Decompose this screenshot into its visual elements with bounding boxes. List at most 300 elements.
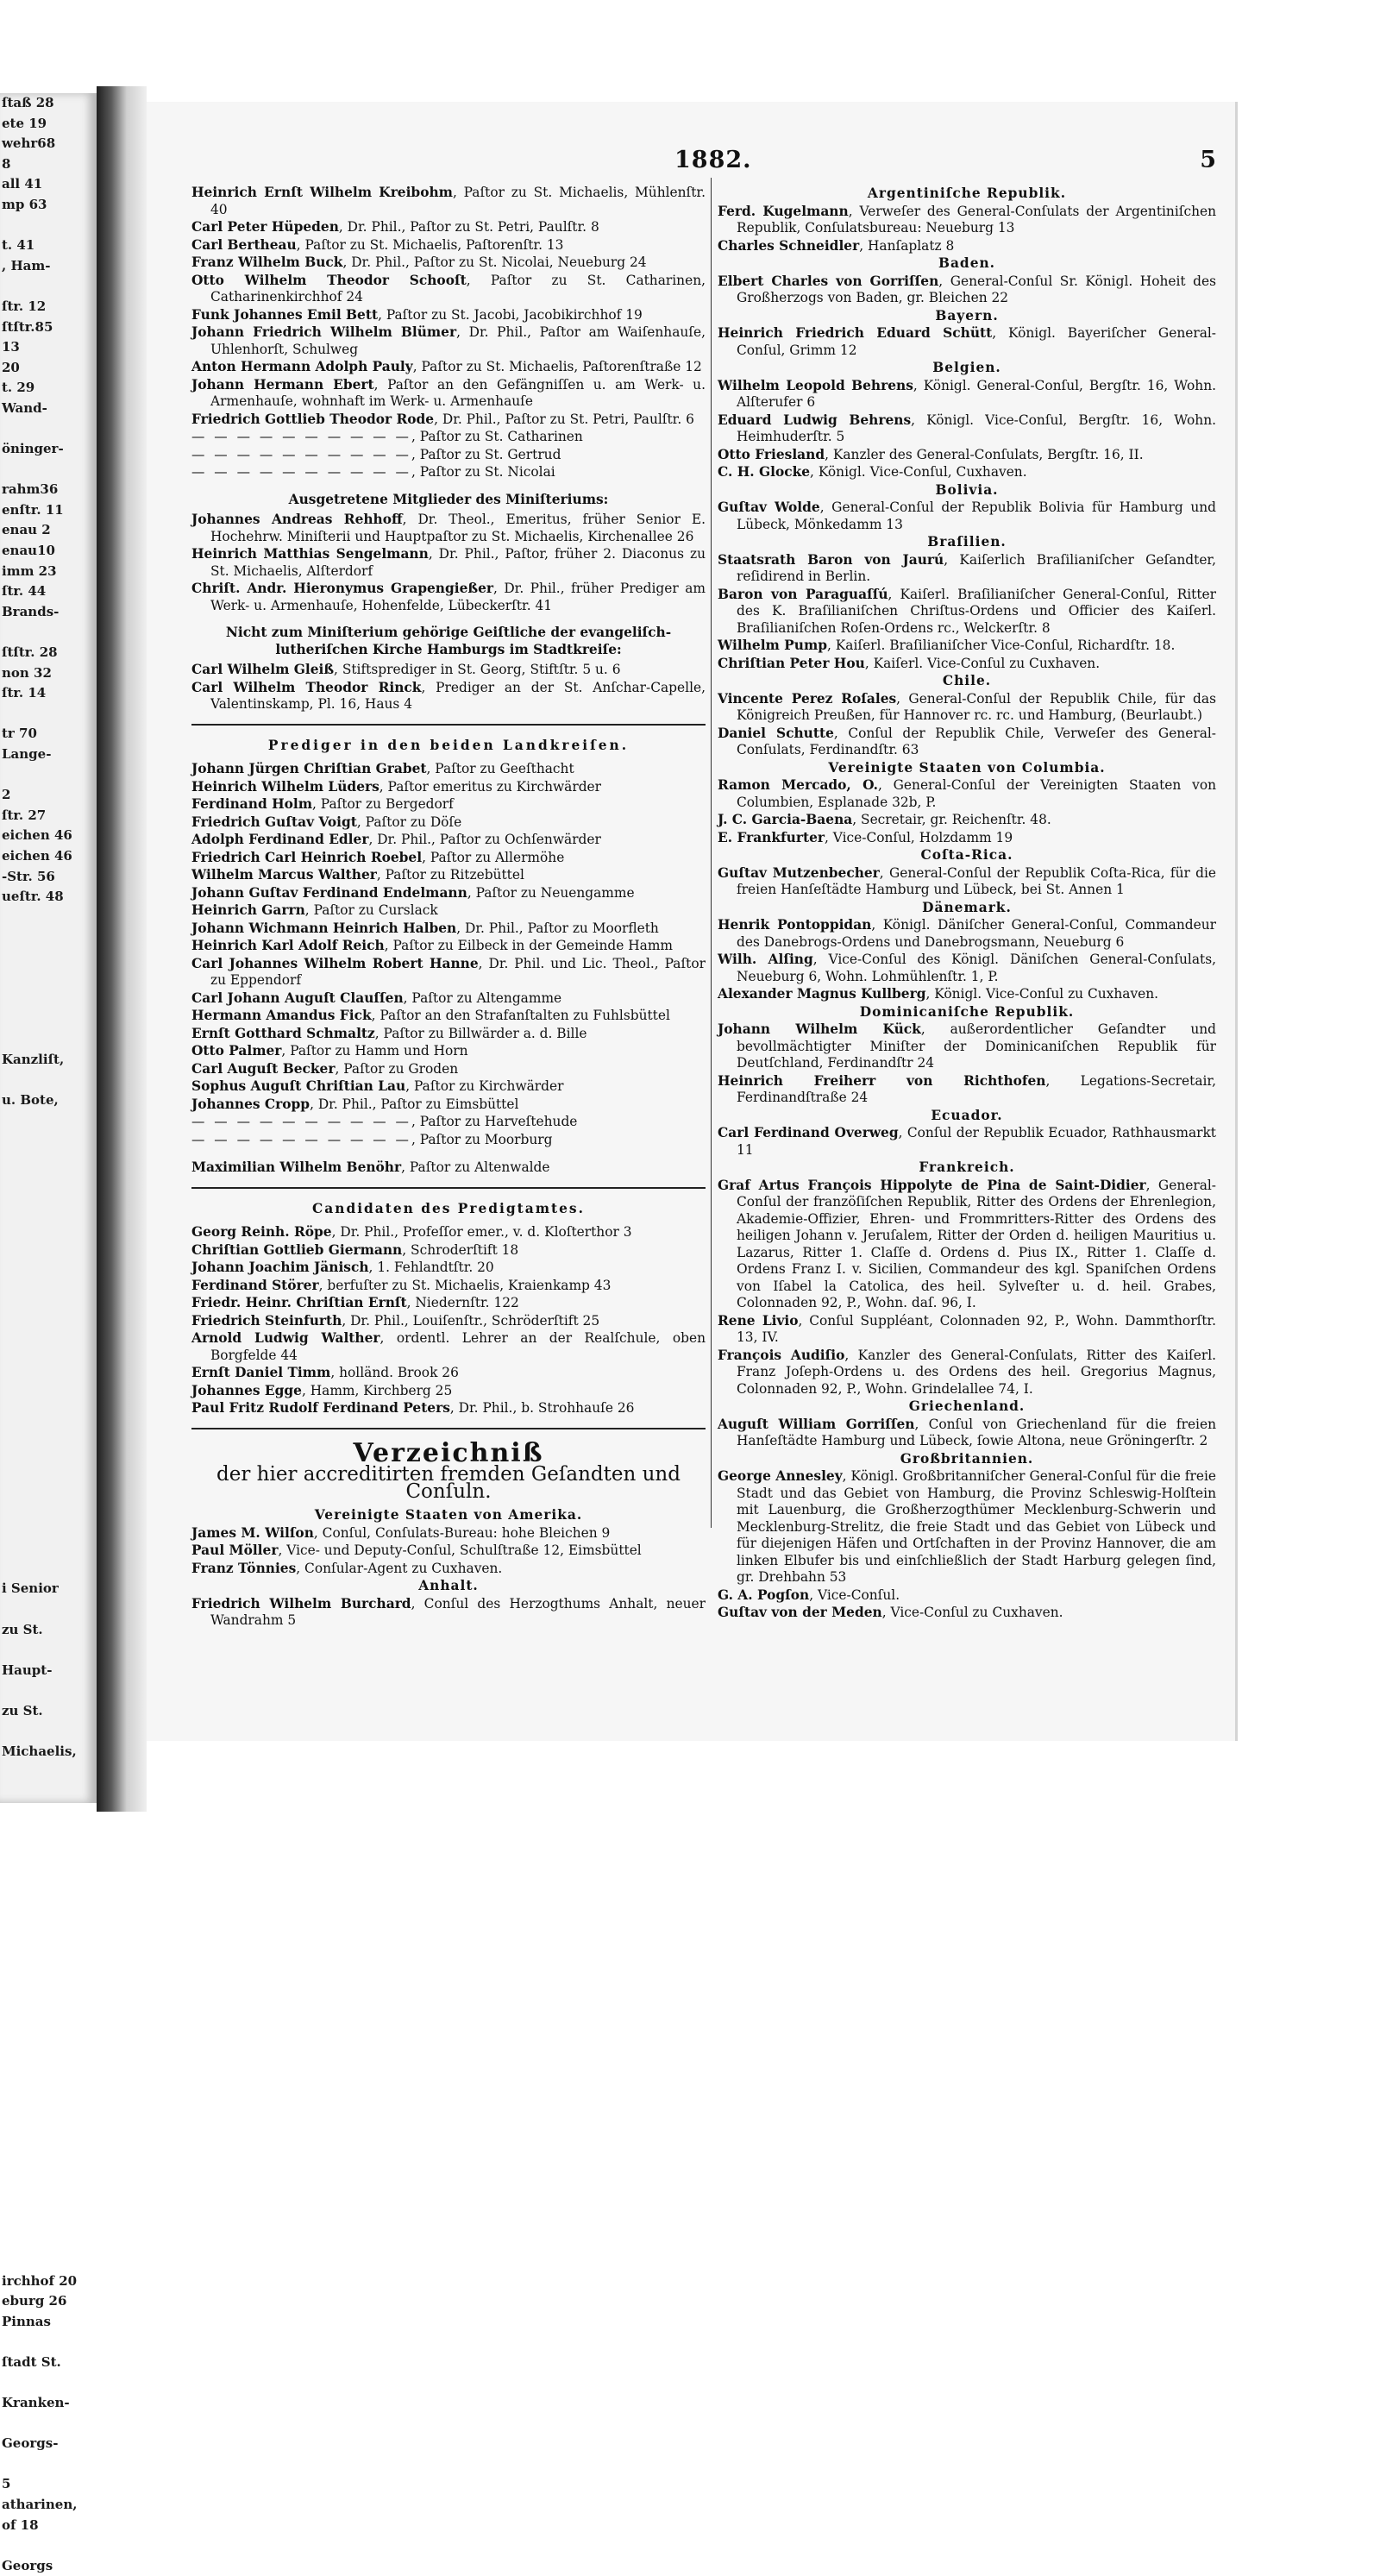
left-page-fragment — [0, 1884, 97, 1905]
list-item — [191, 814, 706, 832]
chile-list — [718, 691, 1216, 759]
list-item — [191, 990, 706, 1008]
left-page-fragment — [0, 2149, 97, 2170]
entry-name: Johann Friedrich Wilhelm Blümer — [191, 324, 457, 340]
left-page-fragment: t. 29 — [2, 380, 35, 396]
left-page-fragment — [0, 1417, 97, 1437]
left-page-fragment — [0, 969, 97, 990]
usa-list — [191, 1525, 706, 1578]
left-page-fragment — [0, 1111, 97, 1132]
brasilien-list — [718, 552, 1216, 673]
entry-detail: , Dr. Phil. und Lic. Theol., Paſtor zu Eppendorf — [210, 955, 706, 988]
list-item — [191, 1561, 706, 1578]
left-page-fragment: 20 — [2, 359, 20, 375]
entry-name: Carl Auguſt Becker — [191, 1060, 336, 1077]
list-item — [191, 1383, 706, 1400]
entry-detail: , Schroderſtift 18 — [402, 1241, 519, 1258]
left-page-fragment — [0, 1457, 97, 1478]
left-page-fragment: ſtſtr. 28 — [2, 644, 58, 661]
list-item — [191, 581, 706, 614]
entry-name: Wilhelm Pump — [718, 638, 827, 653]
entry-detail: , General-Conſul der Republik Bolivia für Hamburg und Lübeck, Mönkedamm 13 — [737, 499, 1216, 532]
list-item — [191, 779, 706, 796]
entry-detail: , Königl. Großbritanniſcher General-Conſul für die freie Stadt und das Gebiet von Hamburg, die Provinz Schleswig-Holſtein mit Lauenburg, die Großherzogthümer Mecklenburg-Schwerin und Mecklenburg-Strelitz, die freie Stadt und das Gebiet von Lübeck und für diejenigen Häfen und Ortſchaften in der Provinz Hannover, die am linken Elbufer bis und einſchließlich der Stadt Harburg gelegen ſind, gr. Drehbahn 53 — [737, 1468, 1216, 1585]
candidates-list — [191, 1224, 706, 1417]
retired-heading: Ausgetretene Mitglieder des Miniſteriums: — [288, 491, 609, 507]
entry-name: Paul Möller — [191, 1542, 279, 1558]
left-page-fragment — [0, 1945, 97, 1966]
entry-detail: , Dr. Phil., früher Prediger am Werk- u. Armenhauſe, Hohenfelde, Lübeckerſtr. 41 — [210, 581, 706, 613]
left-page-fragment — [0, 1518, 97, 1539]
left-page-fragment — [0, 2088, 97, 2108]
list-item — [191, 1078, 706, 1096]
entry-name: James M. Wilſon — [191, 1524, 314, 1541]
list-item — [191, 546, 706, 580]
list-item — [718, 1605, 1216, 1622]
entry-detail: , General-Conſul der franzöſiſchen Republik, Ritter des Ordens der Ehrenlegion, Akademie-Offizier, Ehren- und Frommritters-Ritter des Ordens des heiligen Johann v. Jeruſalem, Ritter der Orden d. heiligen Mauritius u. Lazarus, Ritter 1. Claſſe d. Ordens d. Pius IX., Ritter 1. Claſſe d. Ordens Franz I. v. Sicilien, Commandeur des kgl. Spaniſchen Ordens von Iſabel la Catolica, des heil. Sylveſter u. d. heil. Grabes, Colonnaden 92, P., Wohn. daſ. 96, I. — [737, 1177, 1216, 1310]
columbia-list — [718, 777, 1216, 846]
left-page-fragment — [0, 1599, 97, 1620]
list-item — [191, 1224, 706, 1241]
entry-name: Ernſt Gotthard Schmaltz — [191, 1025, 375, 1041]
left-page-fragment: -Str. 56 — [2, 868, 55, 884]
left-page-fragment — [0, 2026, 97, 2047]
entry-name: Friedrich Wilhelm Burchard — [191, 1595, 411, 1612]
entry-detail: , Dr. Phil., Profeſſor emer., v. d. Kloſterthor 3 — [331, 1224, 632, 1240]
left-page-fragment: eichen 46 — [2, 827, 72, 844]
vacant-dash: — — — — — — — — — — — [191, 1114, 411, 1129]
entry-detail: , Kanzler des General-Conſulats, Bergſtr. 16, II. — [825, 446, 1144, 462]
list-item — [191, 1295, 706, 1312]
left-page-fragment — [0, 1253, 97, 1274]
entry-detail: , General-Conſul der Republik Coſta-Rica, für die freien Hanſeſtädte Hamburg und Lübeck, bei St. Annen 1 — [737, 864, 1216, 897]
directory-subtitle: der hier accreditirten fremden Geſandten und Conſuln. — [216, 1463, 681, 1503]
entry-detail: , Paſtor zu St. Michaelis, Paſtorenſtr. 13 — [296, 236, 564, 253]
list-item — [191, 1061, 706, 1078]
left-page-fragment: , Ham- — [2, 257, 51, 273]
entry-detail: , Hamm, Kirchberg 25 — [301, 1382, 453, 1398]
list-item — [191, 1026, 706, 1043]
left-page-fragment: Brands- — [2, 603, 60, 619]
left-page-fragment — [0, 1559, 97, 1580]
entry-detail: , Dr. Phil., Louiſenſtr., Schröderſtift 25 — [342, 1312, 600, 1329]
list-item — [718, 638, 1216, 655]
dominican-heading: Dominicaniſche Republik. — [859, 1003, 1075, 1020]
left-page-fragment — [0, 1925, 97, 1945]
entry-detail: , Conſul des Herzogthums Anhalt, neuer Wandrahm 5 — [210, 1595, 706, 1628]
entry-name: Daniel Schutte — [718, 725, 834, 741]
entry-name: Johann Joachim Jänisch — [191, 1260, 369, 1275]
entry-detail: , außerordentlicher Geſandter und bevollmächtigter Miniſter der Dominicaniſchen Republik für Deutſchland, Ferdinandſtr 24 — [737, 1021, 1217, 1071]
list-item — [718, 1125, 1216, 1159]
candidates-heading: Candidaten des Predigtamtes. — [312, 1200, 585, 1216]
pastors-list — [191, 185, 706, 428]
list-item — [191, 796, 706, 814]
entry-name: Vincente Perez Roſales — [718, 690, 897, 707]
list-item — [191, 956, 706, 990]
entry-detail: , Dr. Phil., b. Strohhauſe 26 — [449, 1400, 635, 1416]
bayern-heading: Bayern. — [935, 307, 999, 324]
left-page-fragment: zu St. — [2, 1702, 43, 1718]
left-page-fragment — [0, 1681, 97, 1701]
list-item — [718, 238, 1216, 255]
left-page-fragment — [0, 1538, 97, 1559]
left-page-fragment — [0, 1009, 97, 1030]
entry-detail: , Dr. Phil., Paſtor zu Ochſenwärder — [368, 832, 601, 847]
list-item — [191, 1365, 706, 1382]
entry-detail: , Paſtor zu Allermöhe — [422, 849, 565, 865]
vacant-dash: — — — — — — — — — — — [191, 429, 411, 444]
left-page-fragment — [0, 1315, 97, 1335]
left-page-fragment — [0, 2210, 97, 2231]
entry-detail: , Vice- und Deputy-Conſul, Schulſtraße 12, Eimsbüttel — [278, 1542, 642, 1558]
costarica-list — [718, 865, 1216, 899]
other-clergy-list — [191, 662, 706, 713]
book-gutter — [97, 86, 147, 1812]
directory-title: Verzeichniß — [353, 1437, 544, 1468]
entry-name: Chriſtian Gottlieb Giermann — [191, 1241, 403, 1258]
left-page-fragment: i Senior — [2, 1580, 59, 1597]
entry-detail: , Vice-Conſul. — [809, 1586, 900, 1603]
left-page-fragment — [0, 1844, 97, 1864]
entry-detail: , Paſtor zu Groden — [335, 1060, 459, 1077]
entry-name: Chriſt. Andr. Hieronymus Grapengießer — [191, 581, 493, 596]
left-page-fragment — [0, 2068, 97, 2089]
entry-name: Elbert Charles von Gorriſſen — [718, 273, 939, 289]
list-item — [718, 726, 1216, 759]
list-item — [718, 1313, 1216, 1347]
list-item — [191, 1313, 706, 1330]
left-page-fragment — [0, 1864, 97, 1885]
list-item — [718, 691, 1216, 725]
entry-name: Heinrich Garrn — [191, 902, 305, 918]
list-item — [191, 1525, 706, 1542]
list-item — [191, 324, 706, 358]
left-page-fragment: 2 — [2, 787, 11, 803]
left-page-fragment — [0, 2190, 97, 2210]
entry-detail: , Dr. Phil., Paſtor zu Moorfleth — [456, 920, 659, 936]
entry-name: Johannes Cropp — [191, 1096, 310, 1112]
left-page-fragment: Michaelis, — [2, 1744, 77, 1760]
vacant-item — [191, 1132, 706, 1149]
list-item — [718, 1587, 1216, 1605]
section-rule — [191, 1428, 706, 1429]
entry-detail: , Paſtor an den Gefängniſſen u. am Werk- u. Armenhauſe, wohnhaft im Werk- u. Armenhauſe — [210, 376, 706, 409]
left-page-fragment — [0, 989, 97, 1009]
chile-heading: Chile. — [942, 673, 992, 688]
left-page-fragment: Wand- — [2, 399, 47, 416]
vacant-item — [191, 1114, 706, 1131]
entry-name: Johann Jürgen Chriſtian Grabet — [191, 761, 427, 776]
left-page-fragment — [0, 1803, 97, 1824]
grossbritannien-list — [718, 1468, 1216, 1622]
list-item — [191, 219, 706, 236]
entry-name: Ernſt Daniel Timm — [191, 1365, 331, 1380]
entry-name: Heinrich Wilhelm Lüders — [191, 778, 380, 795]
list-item — [191, 1330, 706, 1364]
left-page-fragment — [0, 704, 97, 725]
left-page-fragment: enau10 — [2, 543, 55, 559]
entry-detail: , Dr. Phil., Paſtor zu St. Nicolai, Neueburg 24 — [342, 254, 647, 270]
entry-name: Wilh. Alſing — [718, 952, 813, 967]
left-page-fragment: ſtſtr.85 — [2, 318, 53, 335]
entry-detail: , Conſul, Conſulats-Bureau: hohe Bleichen 9 — [313, 1524, 611, 1541]
list-item — [718, 447, 1216, 464]
entry-name: Johann Guſtav Ferdinand Endelmann — [191, 884, 467, 901]
left-column — [191, 185, 706, 1630]
list-item — [718, 986, 1216, 1003]
list-item — [718, 865, 1216, 899]
entry-detail: , General-Conſul der Vereinigten Staaten von Columbien, Esplanade 32b, P. — [737, 777, 1216, 810]
entry-name: C. H. Glocke — [718, 464, 811, 480]
left-page-fragment: mp 63 — [2, 196, 47, 212]
list-item — [191, 1043, 706, 1060]
left-page-fragment: Kranken- — [2, 2395, 70, 2411]
danemark-heading: Dänemark. — [922, 899, 1012, 915]
entry-name: Ferd. Kugelmann — [718, 203, 849, 219]
left-page-fragment: u. Bote, — [2, 1092, 59, 1109]
entry-name: Adolph Ferdinand Edler — [191, 832, 369, 847]
entry-detail: , Kaiſerl. Braſilianiſcher Vice-Conſul, Richardſtr. 18. — [827, 638, 1176, 653]
entry-name: Carl Wilhelm Gleiß — [191, 662, 335, 677]
list-item — [718, 1417, 1216, 1450]
left-page-fragment — [0, 2047, 97, 2068]
frankreich-heading: Frankreich. — [919, 1159, 1015, 1175]
entry-name: Guſtav Mutzenbecher — [718, 864, 880, 881]
entry-detail: , Paſtor zu Döſe — [356, 814, 462, 830]
left-page-fragment: t. 41 — [2, 237, 35, 254]
section-rule — [191, 1187, 706, 1189]
left-page-fragment: eichen 46 — [2, 847, 72, 864]
entry-name: Rene Livio — [718, 1312, 799, 1329]
left-page-fragment — [0, 1640, 97, 1661]
entry-detail: , Verweſer des General-Conſulats der Argentiniſchen Republik, Conſulatsbureau: Neueburg 13 — [737, 203, 1217, 236]
bolivia-heading: Bolivia. — [935, 481, 999, 498]
entry-detail: , Conſul der Republik Ecuador, Rathhausmarkt 11 — [737, 1125, 1216, 1158]
left-page-fragment — [0, 1273, 97, 1294]
entry-detail: , Königl. Bayeriſcher General-Conſul, Grimm 12 — [737, 325, 1217, 358]
entry-detail: , General-Conſul der Republik Chile, für das Königreich Preußen, für Hannover rc. rc. und Hamburg, (Beurlaubt.) — [737, 690, 1216, 723]
entry-detail: , Königl. Vice-Conſul zu Cuxhaven. — [925, 986, 1159, 1002]
griechenland-heading: Griechenland. — [908, 1398, 1026, 1414]
list-item — [718, 1178, 1216, 1312]
list-item — [191, 1400, 706, 1417]
entry-detail: , berfuſter zu St. Michaelis, Kraienkamp 43 — [318, 1277, 612, 1293]
left-page-fragment: zu St. — [2, 1621, 43, 1637]
list-item — [718, 830, 1216, 847]
left-page-fragment — [0, 1823, 97, 1844]
list-item — [718, 1073, 1216, 1107]
left-page-fragment: enſtr. 11 — [2, 501, 64, 518]
entry-name: Ferdinand Holm — [191, 796, 313, 812]
entry-name: Johannes Andreas Rehhoff — [191, 512, 403, 527]
vacant-dash: — — — — — — — — — — — [191, 446, 411, 462]
entry-name: Friedrich Guſtav Voigt — [191, 814, 357, 830]
entry-name: Hermann Amandus Fick — [191, 1008, 372, 1023]
left-page-fragment — [0, 1355, 97, 1376]
entry-detail: , Kaiſerlich Braſilianiſcher Geſandter, reſidirend in Berlin. — [737, 551, 1216, 584]
entry-name: Georg Reinh. Röpe — [191, 1224, 332, 1240]
vacant-text: , Paſtor zu Moorburg — [411, 1131, 553, 1147]
bayern-list — [718, 325, 1216, 359]
section-rule — [191, 724, 706, 726]
entry-detail: , Königl. Vice-Conſul, Cuxhaven. — [810, 464, 1027, 480]
list-item — [191, 377, 706, 411]
left-page-fragment: of 18 — [2, 2516, 39, 2533]
entry-name: Chriſtian Peter Hou — [718, 655, 865, 671]
page — [147, 102, 1238, 1741]
entry-name: Carl Johannes Wilhelm Robert Hanne — [191, 955, 479, 971]
left-page-fragment: 8 — [2, 155, 11, 172]
usa-heading: Vereinigte Staaten von Amerika. — [314, 1507, 583, 1523]
frankreich-list — [718, 1178, 1216, 1398]
entry-name: Johann Wilhelm Kück — [718, 1021, 921, 1037]
danemark-list — [718, 917, 1216, 1003]
entry-detail: , Paſtor zu Eilbeck in der Gemeinde Hamm — [384, 938, 674, 953]
entry-name: Heinrich Karl Adolf Reich — [191, 938, 385, 953]
ecuador-heading: Ecuador. — [931, 1107, 1003, 1123]
entry-name: Eduard Ludwig Behrens — [718, 412, 912, 428]
entry-name: Johann Wichmann Heinrich Halben — [191, 920, 457, 936]
left-page-fragment: eburg 26 — [2, 2293, 67, 2309]
entry-detail: , Dr. Phil., Paſtor am Waiſenhauſe, Uhlenhorſt, Schulweg — [210, 324, 706, 357]
left-page-fragment: Haupt- — [2, 1662, 53, 1678]
vacant-text: , Paſtor zu St. Catharinen — [411, 429, 583, 444]
entry-name: Heinrich Freiherr von Richthofen — [718, 1072, 1046, 1089]
entry-name: Henrik Pontoppidan — [718, 917, 872, 933]
entry-detail: , Paſtor zu Altengamme — [403, 990, 562, 1006]
list-item — [718, 587, 1216, 638]
left-page-fragment — [0, 2535, 97, 2556]
left-page-fragment: ſtaß 28 — [2, 95, 54, 110]
left-page-fragment: enau 2 — [2, 522, 51, 538]
left-page-fragment — [0, 2414, 97, 2435]
entry-detail: , Kaiſerl. Vice-Conſul zu Cuxhaven. — [864, 655, 1101, 671]
left-page-fragment: Pinnas — [2, 2313, 51, 2329]
left-page-fragment — [0, 2230, 97, 2251]
entry-detail: , Conſul Suppléant, Colonnaden 92, P., Wohn. Dammthorſtr. 13, IV. — [737, 1312, 1216, 1345]
list-item — [191, 850, 706, 867]
left-page-fragment: ſtr. 44 — [2, 583, 47, 600]
list-item — [718, 777, 1216, 811]
left-page-fragment — [0, 216, 97, 236]
entry-name: Ramon Mercado, O. — [718, 777, 878, 793]
list-item — [718, 656, 1216, 673]
entry-name: J. C. Garcia-Baena — [718, 812, 853, 827]
left-page-fragment: non 32 — [2, 664, 52, 681]
left-page-edge — [0, 93, 97, 2573]
belgien-list — [718, 378, 1216, 481]
left-page-fragment — [0, 1213, 97, 1234]
entry-detail: , holländ. Brook 26 — [330, 1365, 459, 1380]
entry-name: Heinrich Friedrich Eduard Schütt — [718, 325, 993, 341]
entry-detail: , Stiftsprediger in St. Georg, Stiftſtr. 5 u. 6 — [334, 662, 621, 677]
list-item — [191, 761, 706, 778]
entry-name: Anton Hermann Adolph Pauly — [191, 359, 413, 374]
entry-detail: , Prediger an der St. Anſchar-Capelle, Valentinskamp, Pl. 16, Haus 4 — [210, 679, 706, 712]
entry-name: Otto Wilhelm Theodor Schooſt — [191, 272, 467, 288]
left-page-fragment: ete 19 — [2, 115, 47, 131]
left-page-fragment: imm 23 — [2, 562, 57, 579]
left-page-fragment — [0, 2128, 97, 2149]
left-page-fragment: rahm36 — [2, 481, 59, 498]
entry-name: Charles Schneidler — [718, 237, 860, 254]
entry-name: E. Frankfurter — [718, 829, 825, 845]
entry-detail: , 1. Fehlandtſtr. 20 — [368, 1260, 494, 1275]
entry-name: Otto Palmer — [191, 1043, 282, 1059]
left-page-fragment — [0, 419, 97, 440]
left-page-fragment — [0, 2007, 97, 2027]
left-page-fragment: ueſtr. 48 — [2, 889, 64, 905]
list-item — [191, 1596, 706, 1630]
entry-name: Guſtav Wolde — [718, 499, 820, 515]
entry-detail: , Paſtor zu Neuengamme — [467, 884, 635, 901]
left-page-fragment — [0, 2170, 97, 2190]
entry-name: Baron von Paraguaſſú — [718, 586, 888, 602]
entry-name: Friedrich Carl Heinrich Roebel — [191, 849, 423, 865]
left-page-fragment — [0, 1436, 97, 1457]
entry-detail: , Paſtor zu Hamm und Horn — [281, 1043, 468, 1059]
left-page-fragment: atharinen, — [2, 2497, 78, 2513]
list-item — [191, 867, 706, 884]
entry-name: Heinrich Matthias Sengelmann — [191, 546, 429, 562]
list-item — [718, 273, 1216, 307]
entry-name: Carl Wilhelm Theodor Rinck — [191, 679, 422, 695]
entry-detail: , Vice-Conſul, Holzdamm 19 — [824, 829, 1013, 845]
list-item — [191, 1260, 706, 1277]
entry-detail: , Paſtor zu Ritzebüttel — [376, 867, 524, 883]
entry-name: Franz Tönnies — [191, 1560, 297, 1576]
rural-list — [191, 761, 706, 1113]
baden-list — [718, 273, 1216, 307]
list-item — [191, 1008, 706, 1025]
left-page-fragment: Georgs- — [2, 2435, 59, 2452]
brasilien-heading: Braſilien. — [927, 534, 1007, 550]
left-page-fragment — [0, 1722, 97, 1743]
vacant-dash: — — — — — — — — — — — [191, 1131, 411, 1147]
entry-detail: , ordentl. Lehrer an der Realſchule, oben Borgfelde 44 — [210, 1330, 706, 1363]
left-page-fragment: ſtr. 27 — [2, 807, 47, 823]
list-item — [718, 812, 1216, 829]
right-column — [718, 185, 1216, 1623]
entry-name: Carl Peter Hüpeden — [191, 219, 339, 235]
entry-name: Graf Artus François Hippolyte de Pina de Saint-Didier — [718, 1177, 1146, 1193]
left-page-fragment — [0, 2373, 97, 2394]
entry-detail: , Paſtor zu St. Jacobi, Jacobikirchhof 19 — [378, 306, 643, 323]
entry-name: Friedrich Steinfurth — [191, 1312, 342, 1329]
list-item — [191, 1242, 706, 1260]
entry-detail: , Königl. Vice-Conſul, Bergſtr. 16, Wohn. Heimhuderſtr. 5 — [737, 412, 1216, 444]
entry-detail: , Secretair, gr. Reichenſtr. 48. — [852, 812, 1051, 827]
entry-detail: , Kanzler des General-Conſulats, Ritter des Kaiſerl. Franz Joſeph-Ordens u. des Ordens des heil. Gregorius Magnus, Colonnaden 92, P., Wohn. Grindelallee 74, I. — [737, 1347, 1217, 1397]
list-item — [191, 1096, 706, 1114]
entry-detail: , Vice-Conſul des Königl. Däniſchen General-Conſulats, Neueburg 6, Wohn. Lohmühlenſtr. 1, P. — [737, 952, 1216, 984]
left-page-fragment: wehr68 — [2, 135, 56, 152]
entry-name: François Audiſio — [718, 1347, 845, 1363]
entry-name: Paul Fritz Rudolf Ferdinand Peters — [191, 1400, 450, 1416]
left-page-fragment — [0, 1375, 97, 1396]
vacant-item — [191, 429, 706, 446]
list-item — [718, 325, 1216, 359]
argentina-list — [718, 204, 1216, 255]
vacant-item — [191, 464, 706, 481]
vacant-text: , Paſtor zu St. Nicolai — [411, 464, 555, 480]
vacant-item — [191, 447, 706, 464]
left-page-fragment — [0, 1782, 97, 1803]
entry-name: Friedr. Heinr. Chriſtian Ernſt — [191, 1295, 407, 1310]
list-item — [191, 307, 706, 324]
entry-name: Franz Wilhelm Buck — [191, 254, 343, 270]
